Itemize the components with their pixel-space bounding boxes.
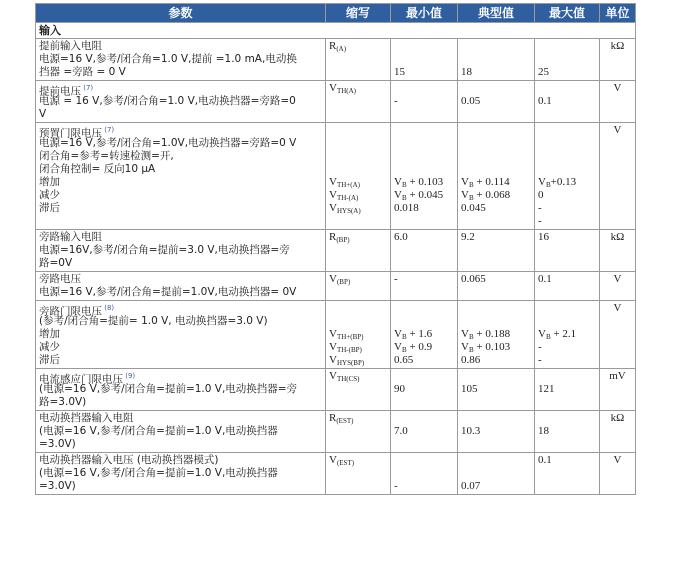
abbreviation-line (329, 341, 387, 354)
typ-cell (458, 123, 535, 230)
min-cell (391, 272, 458, 301)
subscript: B (545, 333, 551, 341)
value-line (461, 302, 531, 315)
abbreviation-subscript: (BP) (336, 278, 351, 286)
min-cell (391, 453, 458, 495)
parameter-cell (36, 272, 326, 301)
table-row (36, 272, 636, 301)
abbreviation-subscript: TH-(A) (336, 194, 359, 202)
value-line: $V_B + 0.188$ (461, 328, 511, 341)
value-line (461, 40, 531, 53)
value-line: - (538, 341, 542, 353)
abbreviation-cell (326, 123, 391, 230)
max-cell (535, 230, 600, 272)
abbreviation-base: V (329, 341, 337, 353)
abbreviation-subscript: (EST) (336, 459, 355, 467)
max-cell (535, 123, 600, 230)
parameter-text: 电源=16 V,参考/闭合角=1.0 V,提前 =1.0 mA,电动换 (39, 53, 297, 65)
max-cell (535, 81, 600, 123)
max-cell (535, 369, 600, 411)
subscript: B (545, 181, 551, 189)
abbreviation-line (329, 124, 387, 137)
min-cell (391, 369, 458, 411)
unit-cell: V (600, 301, 636, 369)
value-line (461, 53, 531, 66)
min-cell (391, 301, 458, 369)
abbreviation-cell (326, 301, 391, 369)
value-line: $V_B + 2.1$ (538, 328, 577, 341)
abbreviation-cell (326, 272, 391, 301)
max-cell (535, 411, 600, 453)
max-cell (535, 453, 600, 495)
parameter-line (39, 163, 322, 176)
parameter-line (39, 341, 322, 354)
parameter-line (39, 383, 322, 396)
table-row (36, 369, 636, 411)
abbreviation-line (329, 315, 387, 328)
value-line (538, 302, 596, 315)
subscript: B (401, 181, 407, 189)
min-cell (391, 230, 458, 272)
value-line (394, 40, 454, 53)
unit-cell: V (600, 272, 636, 301)
value-line: $V_B + 1.6$ (394, 328, 433, 341)
parameter-cell (36, 369, 326, 411)
abbreviation-subscript: TH+(BP) (336, 333, 364, 341)
parameter-text: 电动换挡器输入电阻 (39, 412, 134, 424)
value-line: 0.1 (538, 273, 552, 285)
abbreviation-line (329, 202, 387, 215)
unit-cell: kΩ (600, 39, 636, 81)
value-line: 16 (538, 231, 549, 243)
abbreviation-line (329, 176, 387, 189)
value-line (538, 315, 596, 328)
parameter-cell (36, 123, 326, 230)
parameter-line (39, 354, 322, 367)
parameter-line (39, 189, 322, 202)
unit-cell: kΩ (600, 411, 636, 453)
value-line (394, 53, 454, 66)
value-line (538, 40, 596, 53)
parameter-line (39, 328, 322, 341)
abbreviation-cell (326, 230, 391, 272)
value-line (461, 467, 531, 480)
parameter-cell (36, 81, 326, 123)
value-line (538, 150, 596, 163)
abbreviation-base: V (329, 189, 337, 201)
parameter-text: 电源 = 16 V,参考/闭合角=1.0 V,电动换挡器=旁路=0 (39, 95, 296, 107)
value-line (461, 150, 531, 163)
table-row (36, 230, 636, 272)
value-line: 0.86 (461, 354, 481, 366)
table-row (36, 81, 636, 123)
parameter-text: 电源=16V,参考/闭合角=提前=3.0 V,电动换挡器=旁 (39, 244, 290, 256)
parameter-line (39, 124, 322, 140)
abbreviation-subscript: TH+(A) (336, 181, 360, 189)
table-row (36, 301, 636, 369)
parameter-line (39, 438, 322, 451)
value-line: $V_B + 0.9$ (394, 341, 433, 354)
parameter-line (39, 480, 322, 493)
value-line: 105 (461, 383, 478, 395)
parameter-line (39, 412, 322, 425)
header-min: 最小值 (391, 4, 458, 23)
value-line: 0.65 (394, 354, 414, 366)
abbreviation-subscript: (A) (336, 45, 347, 53)
value-line: 7.0 (394, 425, 408, 437)
abbreviation-cell (326, 81, 391, 123)
value-line (461, 412, 531, 425)
max-cell (535, 39, 600, 81)
unit-cell: mV (600, 369, 636, 411)
value-line: 0.018 (394, 202, 419, 214)
abbreviation-line (329, 189, 387, 202)
parameter-text: 电流感应门限电压 (39, 373, 123, 386)
value-line (461, 137, 531, 150)
value-line: 0.05 (461, 95, 481, 107)
subscript: B (401, 346, 407, 354)
abbreviation-subscript: HYS(BP) (336, 359, 365, 367)
table-row (36, 123, 636, 230)
value-line: 25 (538, 66, 549, 78)
parameter-text: (参考/闭合角=提前= 1.0 V, 电动换挡器=3.0 V) (39, 315, 268, 327)
table-row (36, 39, 636, 81)
parameter-line (39, 137, 322, 150)
parameter-text: 减少 (39, 341, 60, 353)
parameter-line (39, 370, 322, 386)
typ-cell (458, 230, 535, 272)
abbreviation-line (329, 328, 387, 341)
value-line (538, 53, 596, 66)
parameter-text: 路=3.0V) (39, 396, 87, 408)
parameter-line (39, 286, 322, 299)
min-cell (391, 123, 458, 230)
value-line: $V_B + 0.068$ (461, 189, 511, 202)
value-line: 9.2 (461, 231, 475, 243)
abbreviation-cell (326, 453, 391, 495)
value-line (461, 124, 531, 137)
parameter-text: 电动换挡器输入电压 (电动换挡器模式) (39, 454, 219, 466)
abbreviation-line (329, 231, 387, 244)
parameter-line (39, 231, 322, 244)
min-cell (391, 411, 458, 453)
abbreviation-base: R (329, 412, 337, 424)
value-line (394, 467, 454, 480)
subscript: B (401, 333, 407, 341)
parameter-text: (电源=16 V,参考/闭合角=提前=1.0 V,电动换挡器 (39, 467, 278, 479)
abbreviation-line (329, 82, 387, 95)
header-parameter: 参数 (36, 4, 326, 23)
parameter-text: =3.0V) (39, 438, 76, 450)
header-row (36, 4, 636, 23)
parameter-text: 挡器 =旁路 = 0 V (39, 66, 126, 78)
parameter-line (39, 396, 322, 409)
parameter-text: 提前电压 (39, 85, 81, 98)
abbreviation-base: V (329, 176, 337, 188)
abbreviation-base: V (329, 82, 337, 94)
value-line: 121 (538, 383, 555, 395)
value-line (394, 412, 454, 425)
abbreviation-base: V (329, 454, 337, 466)
typ-cell (458, 272, 535, 301)
abbreviation-line (329, 354, 387, 367)
header-max: 最大值 (535, 4, 600, 23)
parameter-text: 滞后 (39, 202, 60, 214)
abbreviation-line (329, 163, 387, 176)
abbreviation-base: V (329, 273, 337, 285)
value-line: $V_B+0.13$ (538, 176, 577, 189)
abbreviation-base: R (329, 40, 337, 52)
parameter-text: 滞后 (39, 354, 60, 366)
abbreviation-subscript: TH-(BP) (336, 346, 362, 354)
abbreviation-cell (326, 411, 391, 453)
parameter-line (39, 454, 322, 467)
value-line: - (394, 480, 398, 492)
parameter-cell (36, 230, 326, 272)
typ-cell (458, 411, 535, 453)
value-line: 0.07 (461, 480, 481, 492)
value-line: - (538, 202, 542, 214)
abbreviation-line (329, 137, 387, 150)
abbreviation-subscript: TH(CS) (336, 375, 360, 383)
parameter-line (39, 40, 322, 53)
abbreviation-line (329, 370, 387, 383)
parameter-cell (36, 301, 326, 369)
abbreviation-subscript: HYS(A) (336, 207, 361, 215)
max-cell (535, 272, 600, 301)
header-unit: 单位 (600, 4, 636, 23)
parameter-text: 提前输入电阻 (39, 40, 102, 52)
max-cell (535, 301, 600, 369)
abbreviation-subscript: (BP) (336, 236, 350, 244)
abbreviation-base: V (329, 328, 337, 340)
abbreviation-base: R (329, 231, 337, 243)
parameter-text: 旁路电压 (39, 273, 81, 285)
parameter-line (39, 95, 322, 108)
parameter-line (39, 244, 322, 257)
value-line: 0.1 (538, 95, 552, 107)
parameter-text: 电源=16 V,参考/闭合角=提前=1.0V,电动换挡器= 0V (39, 286, 297, 298)
typ-cell (458, 39, 535, 81)
value-line: 6.0 (394, 231, 408, 243)
value-line: 0.1 (538, 454, 552, 466)
parameter-text: 增加 (39, 176, 60, 188)
value-line (394, 315, 454, 328)
parameter-line (39, 82, 322, 98)
typ-cell (458, 369, 535, 411)
abbreviation-line (329, 302, 387, 315)
min-cell (391, 81, 458, 123)
value-line (461, 82, 531, 95)
abbreviation-subscript: TH(A) (336, 87, 357, 95)
abbreviation-line (329, 40, 387, 53)
value-line (538, 412, 596, 425)
value-line (461, 163, 531, 176)
value-line: $V_B + 0.103$ (394, 176, 444, 189)
value-line (461, 370, 531, 383)
parameter-text: 闭合角=参考=转速检测=开, (39, 150, 174, 162)
value-line (538, 124, 596, 137)
parameter-line (39, 176, 322, 189)
unit-cell: kΩ (600, 230, 636, 272)
subscript: B (468, 346, 474, 354)
value-line: 15 (394, 66, 405, 78)
value-line (394, 82, 454, 95)
min-cell (391, 39, 458, 81)
abbreviation-base: V (329, 370, 337, 382)
parameter-text: 减少 (39, 189, 60, 201)
value-line: - (538, 215, 542, 227)
abbreviation-line (329, 454, 387, 467)
subscript: B (401, 194, 407, 202)
value-line: 0.065 (461, 273, 486, 285)
parameter-cell (36, 411, 326, 453)
parameter-line (39, 425, 322, 438)
footnote-ref: (7) (81, 84, 94, 92)
value-line: 18 (538, 425, 549, 437)
subscript: B (468, 181, 474, 189)
parameter-text: 路=0V (39, 257, 73, 269)
value-line (538, 163, 596, 176)
parameter-text: 电源=16 V,参考/闭合角=1.0V,电动换挡器=旁路=0 V (39, 137, 297, 149)
value-line (394, 163, 454, 176)
abbreviation-subscript: (EST) (336, 417, 354, 425)
value-line: - (394, 95, 398, 107)
value-line: $V_B + 0.103$ (461, 341, 511, 354)
abbreviation-line (329, 150, 387, 163)
parameter-line (39, 66, 322, 79)
value-line (394, 370, 454, 383)
value-line: $V_B + 0.114$ (461, 176, 510, 189)
subscript: B (468, 333, 474, 341)
parameter-text: (电源=16 V,参考/闭合角=提前=1.0 V,电动换挡器=旁 (39, 383, 298, 395)
unit-cell: V (600, 123, 636, 230)
value-line (538, 82, 596, 95)
value-line: - (394, 273, 398, 285)
typ-cell (458, 301, 535, 369)
parameter-text: 旁路输入电阻 (39, 231, 102, 243)
header-abbreviation: 缩写 (326, 4, 391, 23)
value-line: $V_B + 0.045$ (394, 189, 444, 202)
parameter-text: 增加 (39, 328, 60, 340)
header-typ: 典型值 (458, 4, 535, 23)
unit-cell: V (600, 453, 636, 495)
unit-cell: V (600, 81, 636, 123)
subscript: B (468, 194, 474, 202)
value-line: 0.045 (461, 202, 486, 214)
parameter-text: =3.0V) (39, 480, 76, 492)
section-label: 输入 (36, 23, 636, 39)
footnote-ref: (7) (102, 126, 115, 134)
parameter-cell (36, 39, 326, 81)
value-line (538, 370, 596, 383)
table-row (36, 453, 636, 495)
value-line: 0 (538, 189, 544, 201)
typ-cell (458, 81, 535, 123)
value-line (394, 124, 454, 137)
value-line: - (538, 354, 542, 366)
abbreviation-base: V (329, 354, 337, 366)
abbreviation-line (329, 273, 387, 286)
value-line: 18 (461, 66, 472, 78)
value-line (538, 137, 596, 150)
value-line (394, 150, 454, 163)
parameter-line (39, 202, 322, 215)
parameter-text: 预置门限电压 (39, 127, 102, 140)
value-line (394, 454, 454, 467)
section-row (36, 23, 636, 39)
parameter-text: (电源=16 V,参考/闭合角=提前=1.0 V,电动换挡器 (39, 425, 278, 437)
parameter-line (39, 108, 322, 121)
abbreviation-line (329, 412, 387, 425)
parameter-line (39, 257, 322, 270)
electrical-characteristics-table (35, 3, 636, 495)
abbreviation-cell (326, 39, 391, 81)
table-row (36, 411, 636, 453)
value-line (461, 454, 531, 467)
value-line (461, 315, 531, 328)
parameter-line (39, 53, 322, 66)
parameter-text: 旁路门限电压 (39, 305, 102, 318)
value-line: 90 (394, 383, 405, 395)
footnote-ref: (8) (102, 304, 115, 312)
abbreviation-base: V (329, 202, 337, 214)
parameter-line (39, 273, 322, 286)
abbreviation-cell (326, 369, 391, 411)
value-line (394, 302, 454, 315)
parameter-line (39, 302, 322, 318)
typ-cell (458, 453, 535, 495)
parameter-cell (36, 453, 326, 495)
parameter-text: V (39, 108, 47, 120)
value-line (394, 137, 454, 150)
parameter-text: 闭合角控制= 反向10 μA (39, 163, 156, 175)
parameter-line (39, 467, 322, 480)
footnote-ref: (9) (123, 372, 136, 380)
parameter-line (39, 150, 322, 163)
spec-table-wrapper (35, 3, 635, 495)
parameter-line (39, 315, 322, 328)
value-line: 10.3 (461, 425, 481, 437)
